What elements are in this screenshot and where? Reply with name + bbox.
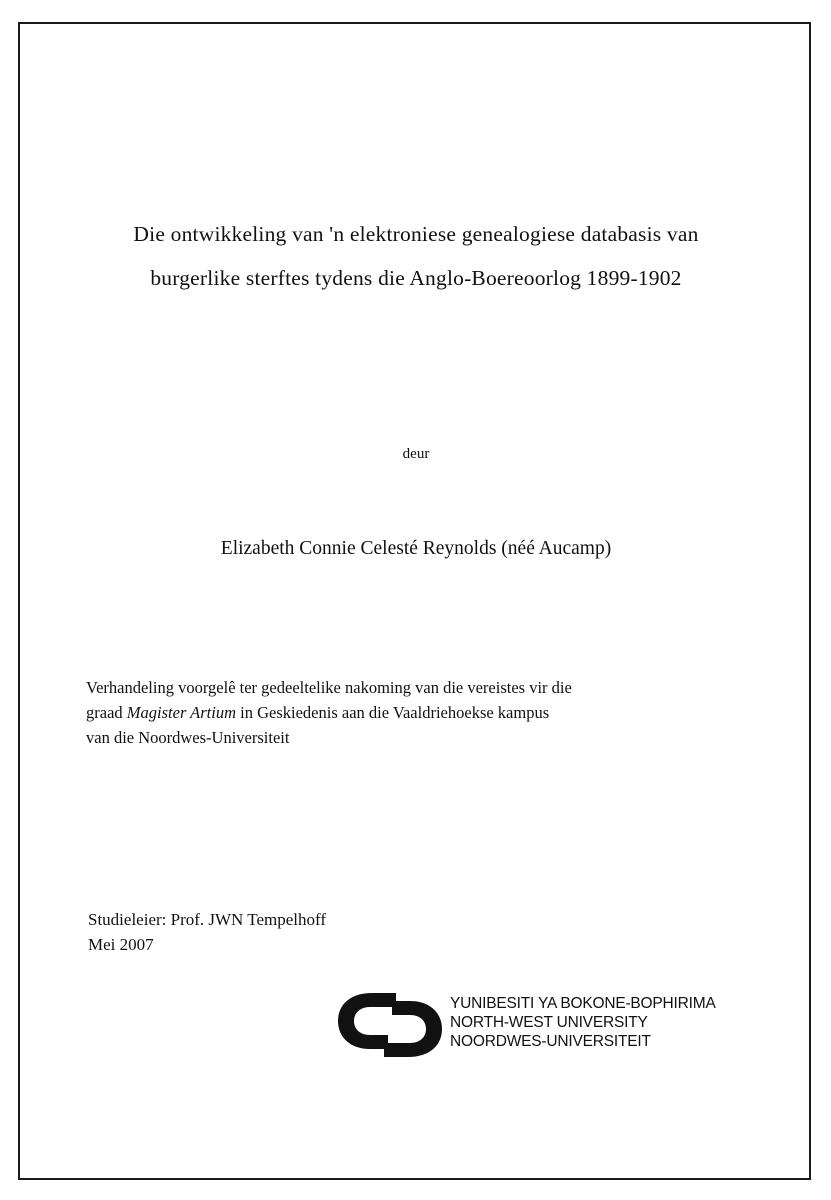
university-logo [256,987,716,1065]
submission-statement [86,675,718,750]
supervisor-name: Studieleier: Prof. JWN Tempelhoff [88,910,327,929]
degree-name: Magister Artium [126,703,237,722]
submission-line-2 [86,700,718,725]
by-label: deur [402,446,430,462]
submission-line-1: Verhandeling voorgelê ter gedeeltelike nakoming van die vereistes vir die [86,678,572,697]
nwu-logo-mark-icon [336,991,444,1059]
submission-date: Mei 2007 [88,935,154,954]
title-line-1: Die ontwikkeling van 'n elektroniese genealogiese databasis van [133,222,699,246]
submission-line-3: van die Noordwes-Universiteit [86,728,290,747]
logo-line-2: NORTH-WEST UNIVERSITY [450,1014,648,1031]
page-title [86,212,746,300]
logo-text-block [450,994,716,1051]
author-name: Elizabeth Connie Celesté Reynolds (néé Aucamp) [220,538,612,559]
submission-line-2-post: in Geskiedenis aan die Vaaldriehoekse kampus [236,703,550,722]
submission-line-2-pre: graad [86,703,127,722]
title-line-2: burgerlike sterftes tydens die Anglo-Boereoorlog 1899-1902 [150,266,682,290]
logo-line-1: YUNIBESITI YA BOKONE-BOPHIRIMA [450,995,716,1012]
logo-line-3: NOORDWES-UNIVERSITEIT [450,1033,651,1050]
supervisor-block [88,907,326,957]
page-content [86,22,746,1180]
